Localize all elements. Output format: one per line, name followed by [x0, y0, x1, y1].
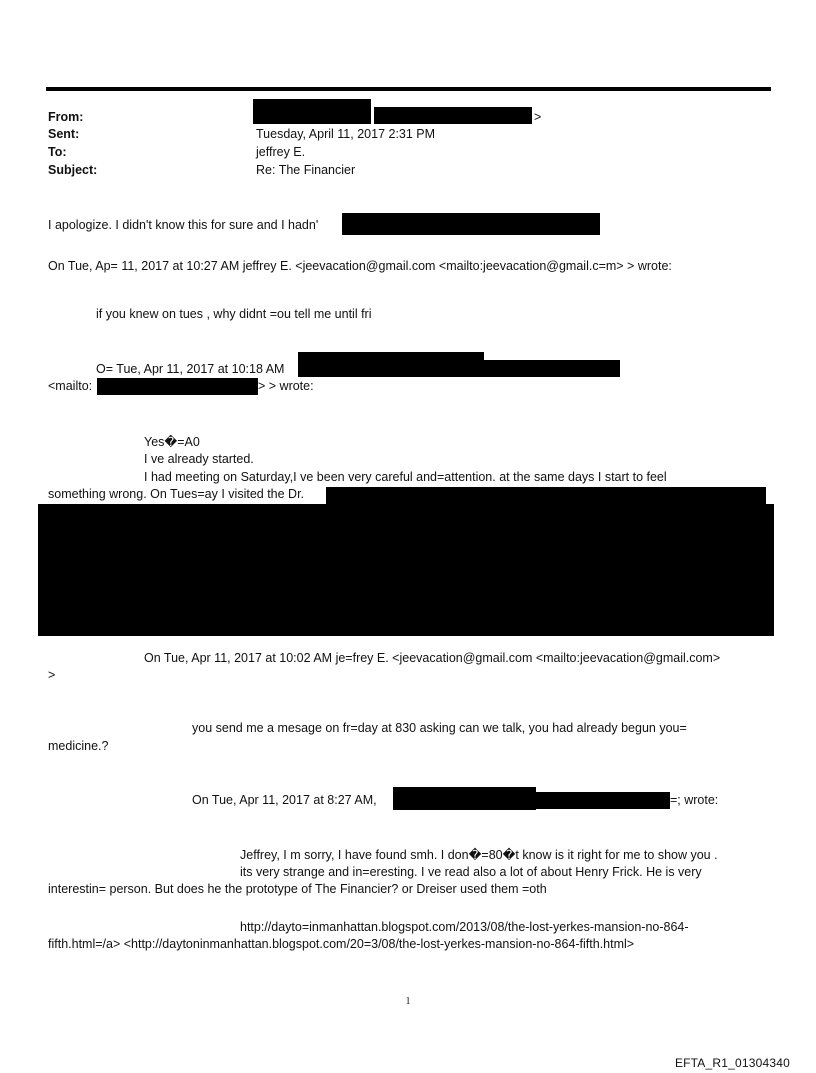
body-line: Yes�=A0 [144, 435, 200, 449]
subject-value: Re: The Financier [256, 163, 356, 177]
to-value: jeffrey E. [256, 145, 306, 159]
to-label: To: [48, 145, 67, 159]
body-line: interestin= person. But does he the prototype of The Financier? or Dreiser used them =oth [48, 882, 547, 896]
redaction-block [374, 107, 532, 124]
body-line: if you knew on tues , why didnt =ou tell me until fri [96, 307, 372, 321]
body-line: its very strange and in=eresting. I ve read also a lot of about Henry Frick. He is very [240, 865, 702, 879]
body-line: O= Tue, Apr 11, 2017 at 10:18 AM [96, 362, 285, 376]
redaction-block [484, 360, 620, 377]
body-line: On Tue, Apr 11, 2017 at 10:02 AM je=frey E. <jeevacation@gmail.com <mailto:jeevacation@gmail.com> [144, 651, 721, 665]
document-id: EFTA_R1_01304340 [674, 1056, 790, 1070]
sent-label: Sent: [48, 127, 80, 141]
from-label: From: [48, 110, 84, 124]
subject-label: Subject: [48, 163, 98, 177]
redaction-block [326, 487, 766, 504]
redaction-block [38, 504, 774, 636]
body-line: On Tue, Apr 11, 2017 at 8:27 AM, [192, 793, 377, 807]
page-number: 1 [405, 996, 411, 1007]
redaction-block [298, 352, 484, 377]
body-line: > > wrote: [258, 379, 314, 393]
body-line: I ve already started. [144, 452, 254, 466]
from-suffix: > [534, 110, 542, 124]
body-line: > [48, 668, 56, 682]
link-text[interactable]: fifth.html=/a> <http://daytoninmanhattan.blogspot.com/20=3/08/the-lost-yerkes-mansion-no-864-fifth.html> [48, 937, 635, 951]
link-text[interactable]: http://dayto=inmanhattan.blogspot.com/2013/08/the-lost-yerkes-mansion-no-864- [240, 920, 689, 934]
redaction-block [536, 792, 670, 809]
sent-value: Tuesday, April 11, 2017 2:31 PM [256, 127, 436, 141]
redaction-block [97, 378, 258, 395]
body-line: I apologize. I didn't know this for sure and I hadn' [48, 218, 319, 232]
header-rule [46, 87, 771, 91]
body-line: you send me a mesage on fr=day at 830 asking can we talk, you had already begun you= [192, 721, 687, 735]
body-line: =; wrote: [670, 793, 719, 807]
body-line: something wrong. On Tues=ay I visited the Dr. [48, 487, 305, 501]
body-line: <mailto: [48, 379, 93, 393]
body-line: medicine.? [48, 739, 109, 753]
redaction-block [342, 213, 600, 235]
redaction-block [393, 787, 536, 810]
body-line: I had meeting on Saturday,I ve been very careful and=attention. at the same days I start to feel [144, 470, 667, 484]
redaction-block [253, 99, 371, 124]
body-line: On Tue, Ap= 11, 2017 at 10:27 AM jeffrey E. <jeevacation@gmail.com <mailto:jeevacation@gmail.c=m> > wrote: [48, 259, 672, 273]
body-line: Jeffrey, I m sorry, I have found smh. I don�=80�t know is it right for me to show you . [240, 848, 718, 862]
